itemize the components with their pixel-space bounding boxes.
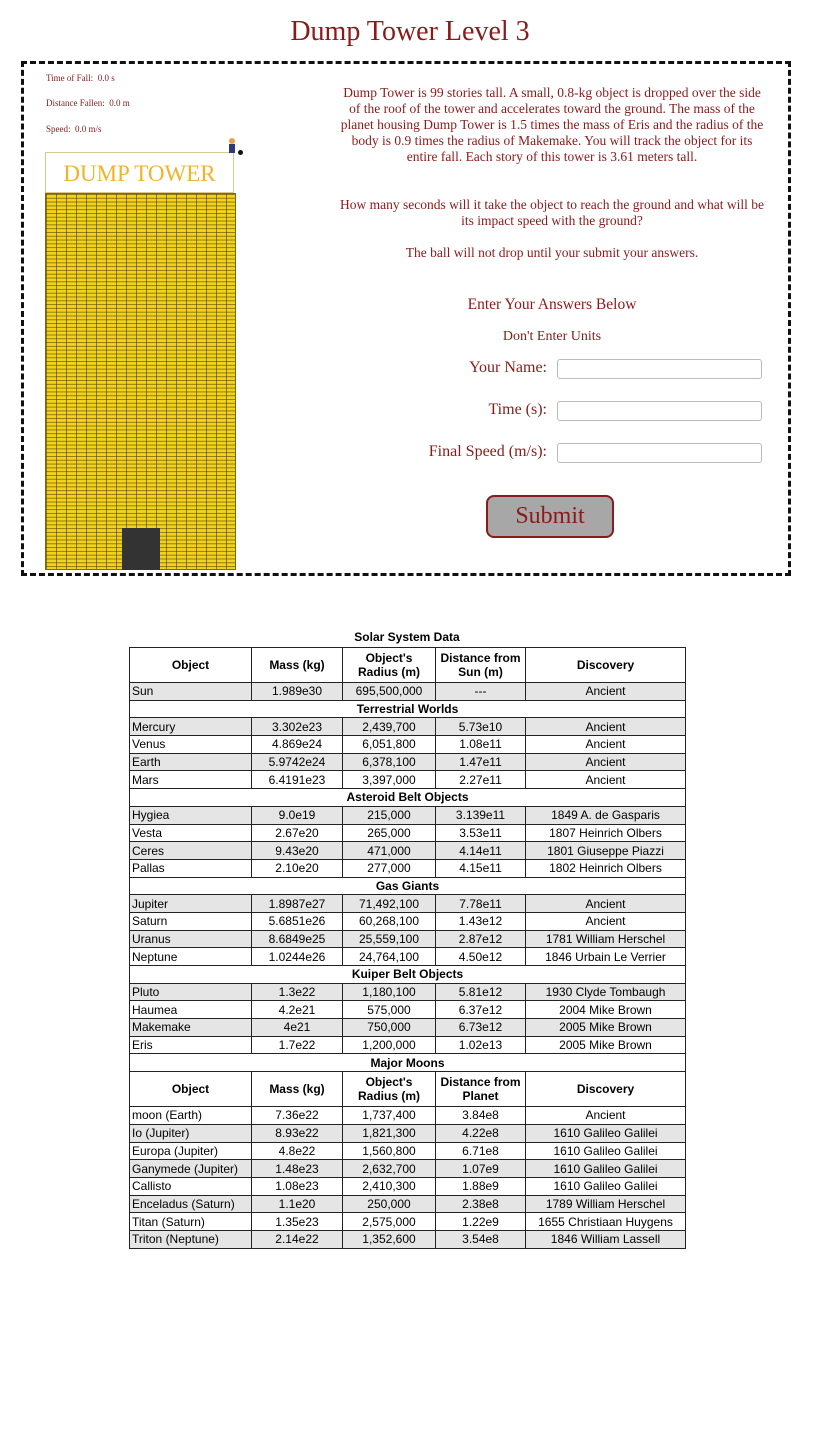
table-row xyxy=(130,1001,686,1019)
column-header: Object xyxy=(130,1072,252,1107)
table-cell: 1.989e30 xyxy=(252,683,343,701)
table-row xyxy=(130,1160,686,1178)
object-name-cell: Triton (Neptune) xyxy=(130,1230,252,1248)
table-cell: 5.73e10 xyxy=(436,718,526,736)
table-row xyxy=(130,824,686,842)
table-cell: Ancient xyxy=(526,912,686,930)
table-cell: 1846 Urbain Le Verrier xyxy=(526,948,686,966)
table-row xyxy=(130,1107,686,1125)
object-name-cell: Hygiea xyxy=(130,806,252,824)
table-cell: 1789 William Herschel xyxy=(526,1195,686,1213)
table-cell: Ancient xyxy=(526,718,686,736)
table-cell: 4.14e11 xyxy=(436,842,526,860)
table-header-row xyxy=(130,648,686,683)
table-cell: 4.15e11 xyxy=(436,859,526,877)
table-cell: 1.7e22 xyxy=(252,1036,343,1054)
table-cell: 2.14e22 xyxy=(252,1230,343,1248)
table-cell: 2005 Mike Brown xyxy=(526,1036,686,1054)
table-cell: Ancient xyxy=(526,753,686,771)
table-cell: 2004 Mike Brown xyxy=(526,1001,686,1019)
table-row xyxy=(130,930,686,948)
object-name-cell: Sun xyxy=(130,683,252,701)
table-cell: 1.35e23 xyxy=(252,1213,343,1231)
object-name-cell: Earth xyxy=(130,753,252,771)
table-cell: 750,000 xyxy=(343,1019,436,1037)
table-cell: 1610 Galileo Galilei xyxy=(526,1177,686,1195)
table-row xyxy=(130,753,686,771)
table-cell: 5.6851e26 xyxy=(252,912,343,930)
object-name-cell: Callisto xyxy=(130,1177,252,1195)
speed-value: 0.0 m/s xyxy=(75,124,102,134)
table-cell: 8.6849e25 xyxy=(252,930,343,948)
problem-note: The ball will not drop until your submit your answers. xyxy=(405,245,699,260)
table-cell: 6.37e12 xyxy=(436,1001,526,1019)
table-cell: 4.22e8 xyxy=(436,1124,526,1142)
table-cell: 4.2e21 xyxy=(252,1001,343,1019)
table-cell: 1.48e23 xyxy=(252,1160,343,1178)
table-cell: Ancient xyxy=(526,1107,686,1125)
column-header: Object xyxy=(130,648,252,683)
table-row xyxy=(130,912,686,930)
person-body xyxy=(229,144,235,153)
table-cell: 1.0244e26 xyxy=(252,948,343,966)
table-cell: 2005 Mike Brown xyxy=(526,1019,686,1037)
table-cell: 2,439,700 xyxy=(343,718,436,736)
final-speed-input[interactable] xyxy=(557,443,762,463)
column-header: Distance from Planet xyxy=(436,1072,526,1107)
table-cell: 2.67e20 xyxy=(252,824,343,842)
table-row xyxy=(130,1195,686,1213)
column-header: Mass (kg) xyxy=(252,1072,343,1107)
time-input[interactable] xyxy=(557,401,762,421)
table-cell: 1846 William Lassell xyxy=(526,1230,686,1248)
object-name-cell: Mars xyxy=(130,771,252,789)
table-cell: --- xyxy=(436,683,526,701)
object-name-cell: Saturn xyxy=(130,912,252,930)
column-header: Discovery xyxy=(526,1072,686,1107)
table-cell: 2.27e11 xyxy=(436,771,526,789)
object-name-cell: Makemake xyxy=(130,1019,252,1037)
problem-description: Dump Tower is 99 stories tall. A small, 0.8-kg object is dropped over the side of the roof of the tower and accelerates toward the ground. The mass of the planet housing Dump Tower is 1.5 times the mass of Eris and the radius of the body is 0.9 times the radius of Makemake. You will track the object for its entire fall. Each story of this tower is 3.61 meters tall. xyxy=(340,85,764,164)
table-row xyxy=(130,895,686,913)
table-cell: 2,575,000 xyxy=(343,1213,436,1231)
table-cell: 1.88e9 xyxy=(436,1177,526,1195)
table-cell: 1.43e12 xyxy=(436,912,526,930)
table-cell: 1.07e9 xyxy=(436,1160,526,1178)
table-cell: 3.139e11 xyxy=(436,806,526,824)
table-header-row xyxy=(130,1072,686,1107)
table-cell: 277,000 xyxy=(343,859,436,877)
column-header: Object's Radius (m) xyxy=(343,1072,436,1107)
table-cell: 4.8e22 xyxy=(252,1142,343,1160)
final-speed-label: Final Speed (m/s): xyxy=(428,443,547,460)
object-name-cell: Jupiter xyxy=(130,895,252,913)
speed-label: Speed: xyxy=(46,124,71,134)
table-cell: 6.71e8 xyxy=(436,1142,526,1160)
table-cell: Ancient xyxy=(526,771,686,789)
table-cell: 1610 Galileo Galilei xyxy=(526,1142,686,1160)
table-section-row xyxy=(130,789,686,807)
table-cell: 1.8987e27 xyxy=(252,895,343,913)
table-cell: 2,410,300 xyxy=(343,1177,436,1195)
table-cell: 24,764,100 xyxy=(343,948,436,966)
table-cell: 1,737,400 xyxy=(343,1107,436,1125)
name-input[interactable] xyxy=(557,359,762,379)
tower-door xyxy=(122,528,160,570)
table-cell: 250,000 xyxy=(343,1195,436,1213)
object-name-cell: Vesta xyxy=(130,824,252,842)
table-section-row xyxy=(130,1054,686,1072)
object-name-cell: Europa (Jupiter) xyxy=(130,1142,252,1160)
table-row xyxy=(130,1124,686,1142)
table-cell: 3,397,000 xyxy=(343,771,436,789)
table-cell: 2.38e8 xyxy=(436,1195,526,1213)
table-cell: 1,560,800 xyxy=(343,1142,436,1160)
column-header: Distance from Sun (m) xyxy=(436,648,526,683)
table-cell: 695,500,000 xyxy=(343,683,436,701)
table-cell: Ancient xyxy=(526,736,686,754)
table-cell: 9.0e19 xyxy=(252,806,343,824)
object-name-cell: Enceladus (Saturn) xyxy=(130,1195,252,1213)
table-row xyxy=(130,771,686,789)
object-name-cell: Pluto xyxy=(130,983,252,1001)
table-row xyxy=(130,1230,686,1248)
table-cell: 6,378,100 xyxy=(343,753,436,771)
table-row xyxy=(130,1142,686,1160)
table-cell: 4e21 xyxy=(252,1019,343,1037)
submit-button[interactable]: Submit xyxy=(486,495,614,538)
object-name-cell: Titan (Saturn) xyxy=(130,1213,252,1231)
time-label: Time (s): xyxy=(488,401,547,418)
object-name-cell: Io (Jupiter) xyxy=(130,1124,252,1142)
table-cell: 1930 Clyde Tombaugh xyxy=(526,983,686,1001)
table-caption: Solar System Data xyxy=(354,630,460,644)
distance-fallen-readout xyxy=(46,98,130,108)
table-cell: 60,268,100 xyxy=(343,912,436,930)
table-cell: 1.3e22 xyxy=(252,983,343,1001)
table-row xyxy=(130,806,686,824)
table-cell: 1.22e9 xyxy=(436,1213,526,1231)
table-cell: 6.4191e23 xyxy=(252,771,343,789)
object-name-cell: Uranus xyxy=(130,930,252,948)
table-cell: 1781 William Herschel xyxy=(526,930,686,948)
object-name-cell: Haumea xyxy=(130,1001,252,1019)
column-header: Object's Radius (m) xyxy=(343,648,436,683)
table-cell: 2.10e20 xyxy=(252,859,343,877)
table-cell: 471,000 xyxy=(343,842,436,860)
column-header: Discovery xyxy=(526,648,686,683)
table-cell: 7.36e22 xyxy=(252,1107,343,1125)
table-cell: 4.869e24 xyxy=(252,736,343,754)
table-cell: 1.08e23 xyxy=(252,1177,343,1195)
table-cell: 3.302e23 xyxy=(252,718,343,736)
page-title: Dump Tower Level 3 xyxy=(290,16,530,47)
table-cell: 1.08e11 xyxy=(436,736,526,754)
distance-fallen-value: 0.0 m xyxy=(109,98,130,108)
table-row xyxy=(130,1213,686,1231)
table-row xyxy=(130,1177,686,1195)
table-cell: 1655 Christiaan Huygens xyxy=(526,1213,686,1231)
object-name-cell: moon (Earth) xyxy=(130,1107,252,1125)
table-cell: 1,200,000 xyxy=(343,1036,436,1054)
time-of-fall-value: 0.0 s xyxy=(97,73,115,83)
speed-readout xyxy=(46,124,102,134)
table-cell: 3.84e8 xyxy=(436,1107,526,1125)
table-cell: 25,559,100 xyxy=(343,930,436,948)
table-cell: 1,821,300 xyxy=(343,1124,436,1142)
table-cell: 7.78e11 xyxy=(436,895,526,913)
section-title: Gas Giants xyxy=(130,877,686,895)
table-cell: 5.9742e24 xyxy=(252,753,343,771)
table-cell: 215,000 xyxy=(343,806,436,824)
section-title: Kuiper Belt Objects xyxy=(130,966,686,984)
table-cell: 4.50e12 xyxy=(436,948,526,966)
table-cell: 1,352,600 xyxy=(343,1230,436,1248)
object-name-cell: Mercury xyxy=(130,718,252,736)
tower-sign: DUMP TOWER xyxy=(45,152,234,193)
form-subheading: Don't Enter Units xyxy=(502,329,602,344)
object-name-cell: Ceres xyxy=(130,842,252,860)
table-cell: 1807 Heinrich Olbers xyxy=(526,824,686,842)
table-cell: 3.54e8 xyxy=(436,1230,526,1248)
table-row xyxy=(130,1019,686,1037)
table-cell: 1.1e20 xyxy=(252,1195,343,1213)
table-section-row xyxy=(130,966,686,984)
table-row xyxy=(130,983,686,1001)
table-cell: 8.93e22 xyxy=(252,1124,343,1142)
table-cell: 1.47e11 xyxy=(436,753,526,771)
problem-question: How many seconds will it take the object to reach the ground and what will be its impact speed with the ground? xyxy=(340,197,765,228)
table-cell: 1610 Galileo Galilei xyxy=(526,1124,686,1142)
table-cell: 1610 Galileo Galilei xyxy=(526,1160,686,1178)
section-title: Asteroid Belt Objects xyxy=(130,789,686,807)
form-heading: Enter Your Answers Below xyxy=(467,296,637,313)
table-row xyxy=(130,683,686,701)
section-title: Terrestrial Worlds xyxy=(130,700,686,718)
table-cell: 265,000 xyxy=(343,824,436,842)
column-header: Mass (kg) xyxy=(252,648,343,683)
table-cell: Ancient xyxy=(526,895,686,913)
object-name-cell: Ganymede (Jupiter) xyxy=(130,1160,252,1178)
table-cell: 1.02e13 xyxy=(436,1036,526,1054)
table-cell: 6,051,800 xyxy=(343,736,436,754)
table-cell: 5.81e12 xyxy=(436,983,526,1001)
table-cell: 1801 Giuseppe Piazzi xyxy=(526,842,686,860)
table-cell: 1849 A. de Gasparis xyxy=(526,806,686,824)
table-cell: 9.43e20 xyxy=(252,842,343,860)
solar-system-table xyxy=(129,647,686,1249)
time-of-fall-readout xyxy=(46,73,115,83)
table-cell: 71,492,100 xyxy=(343,895,436,913)
section-title: Major Moons xyxy=(130,1054,686,1072)
object-name-cell: Pallas xyxy=(130,859,252,877)
table-cell: 6.73e12 xyxy=(436,1019,526,1037)
table-row xyxy=(130,948,686,966)
time-of-fall-label: Time of Fall: xyxy=(46,73,94,83)
table-row xyxy=(130,718,686,736)
distance-fallen-label: Distance Fallen: xyxy=(46,98,105,108)
table-cell: 1,180,100 xyxy=(343,983,436,1001)
table-cell: 2.87e12 xyxy=(436,930,526,948)
name-label: Your Name: xyxy=(469,359,547,376)
object-name-cell: Neptune xyxy=(130,948,252,966)
table-cell: 1802 Heinrich Olbers xyxy=(526,859,686,877)
table-row xyxy=(130,736,686,754)
falling-object xyxy=(238,150,243,155)
table-cell: Ancient xyxy=(526,683,686,701)
object-name-cell: Venus xyxy=(130,736,252,754)
table-row xyxy=(130,842,686,860)
table-cell: 575,000 xyxy=(343,1001,436,1019)
table-row xyxy=(130,1036,686,1054)
table-row xyxy=(130,859,686,877)
object-name-cell: Eris xyxy=(130,1036,252,1054)
tower xyxy=(45,193,236,570)
table-cell: 2,632,700 xyxy=(343,1160,436,1178)
table-section-row xyxy=(130,877,686,895)
table-cell: 3.53e11 xyxy=(436,824,526,842)
table-section-row xyxy=(130,700,686,718)
